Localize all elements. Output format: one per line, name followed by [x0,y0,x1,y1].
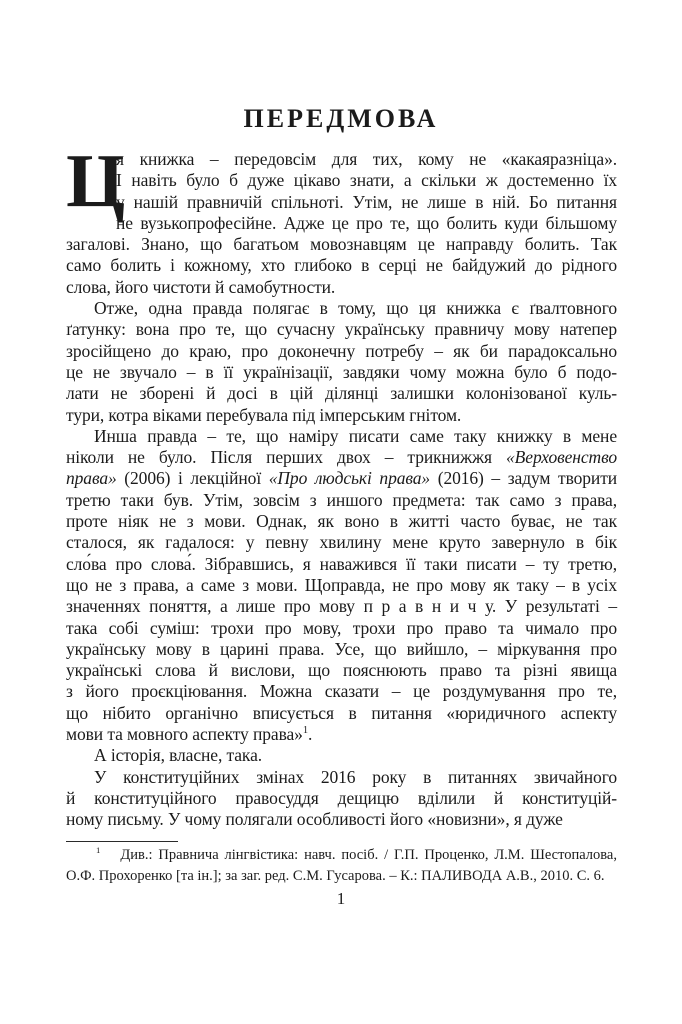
text-run: не вузькопрофесійне. Адже це про те, що болить куди більшому [116,212,617,233]
text-line [66,149,617,170]
text-run: «Про людські права» [268,468,431,489]
text-line [66,618,617,639]
text-run: «Верховенство [506,447,617,468]
text-run: . [307,724,313,745]
text-line [66,362,617,383]
text-run: зросійщено до краю, про доконечну потребу – як би парадоксально [66,340,617,361]
text-line [66,255,617,276]
text-line [66,532,617,553]
text-run: це не звучало – в її українізації, завдяки чому можна було б подо- [66,361,617,382]
text-run: що нібито органічно вписується в питання «юридичного аспекту [66,702,617,723]
text-run: з його проєкціювання. Можна сказати – це роздумування про те, [66,681,617,702]
page-title: ПЕРЕДМОВА [243,104,439,133]
text-run: права» [66,468,117,489]
text-run: проте ніяк не з мови. Однак, як воно в житті часто буває, не так [66,511,617,532]
text-run: українську мову в царині права. Усе, що вийшло, – міркування про [66,638,617,659]
text-line [66,845,617,866]
text-run: така собі суміш: трохи про мову, трохи про право та чимало про [66,617,617,638]
text-run: українські слова й вислови, що пояснюють право та різні явища [66,660,617,681]
text-line [66,383,617,404]
paragraph [66,745,617,766]
text-line [66,554,617,575]
text-line [66,447,617,468]
text-line [66,639,617,660]
paragraph [66,298,617,426]
text-run: загалові. Знано, що багатьом мовознавцям це направду болить. Так [66,234,617,255]
text-run: у нашій правничій спільноті. Утім, не лише в ній. Бо питання [116,191,617,212]
text-run: тури, котра віками перебувала під імперським гнітом. [66,404,462,425]
text-run: слова, його чистоти й самобутности. [66,276,336,297]
text-run: сло́ва про слова́. Зібравшись, я наважився її таки писати – ту третю, [66,553,617,574]
text-line [66,277,617,298]
text-line [66,596,617,617]
text-run: третю таки був. Утім, зовсім з иншого предмета: так само з права, [66,489,617,510]
dropcap-letter: Ц [66,139,126,223]
paragraph [66,426,617,745]
text-line [66,767,617,788]
text-line [66,490,617,511]
text-run: А історія, власне, така. [94,745,263,766]
text-run: що не з права, а саме з мови. Щоправда, не про мову як таку – в усіх [66,574,617,595]
text-run: само болить і кожному, хто глибоко в серці не байдужий до рідного [66,255,617,276]
text-line [66,575,617,596]
footnote-lines [66,845,617,887]
text-line [66,866,617,887]
text-line [66,468,617,489]
page-number: 1 [336,889,346,908]
footnote [66,841,617,887]
text-run: Инша правда – те, що наміру писати саме таку книжку в мене [94,425,617,446]
text-line [66,170,617,191]
text-run: (2006) і лекційної [116,468,269,489]
footnote-marker: 1 [96,845,101,856]
text-line [66,234,617,255]
text-line [66,213,617,234]
text-line [66,341,617,362]
text-run: У конституційних змінах 2016 року в питаннях звичайного [94,766,617,787]
text-run: й конституційного правосуддя дещицю вділили й конституцій- [66,787,617,808]
text-line [66,319,617,340]
text-run: ніколи не було. Після перших двох – трикнижжя [66,447,507,468]
text-run: О.Ф. Прохоренко [та ін.]; за заг. ред. С.М. Гусарова. – К.: ПАЛИВОДА А.В., 2010. С. 6. [66,868,605,884]
text-line [66,405,617,426]
text-line [66,192,617,213]
text-run: значеннях поняття, а лише про мову п р а в н и ч у. У результаті – [66,596,617,617]
text-line [66,745,617,766]
text-run: ґатунку: вона про те, що сучасну українську правничу мову натепер [66,319,617,340]
body-paragraphs [66,139,618,831]
text-line [66,809,617,830]
paragraph [66,767,617,831]
text-run: я книжка – передовсім для тих, кому не «какаяразніца». [116,149,617,169]
text-run: ному письму. У чому полягали особливості його «новизни», я дуже [66,809,563,830]
text-run: І навіть було б дуже цікаво знати, а скільки ж достеменно їх [116,170,617,191]
text-run: Отже, одна правда полягає в тому, що ця книжка є ґвалтовного [94,298,617,319]
text-line [66,724,617,745]
footnote-marker: 1 [302,725,308,737]
footnote-rule [66,841,178,842]
text-line [66,426,617,447]
text-run: Див.: Правнича лінгвістика: навч. посіб. / Г.П. Проценко, Л.М. Шестопалова, [120,847,617,863]
text-line [66,788,617,809]
text-run: (2016) – задум творити [430,468,618,489]
text-run: сталося, як гадалося: у певну хвилину мене круто завернуло в бік [66,532,617,553]
text-run: мови та мовного аспекту права» [66,724,303,745]
text-line [66,511,617,532]
text-line [66,298,617,319]
paragraph [66,139,617,298]
text-line [66,703,617,724]
text-run: лати не зборені й досі в цій ділянці залишки колонізованої куль- [66,383,617,404]
text-line [66,681,617,702]
text-line [66,660,617,681]
